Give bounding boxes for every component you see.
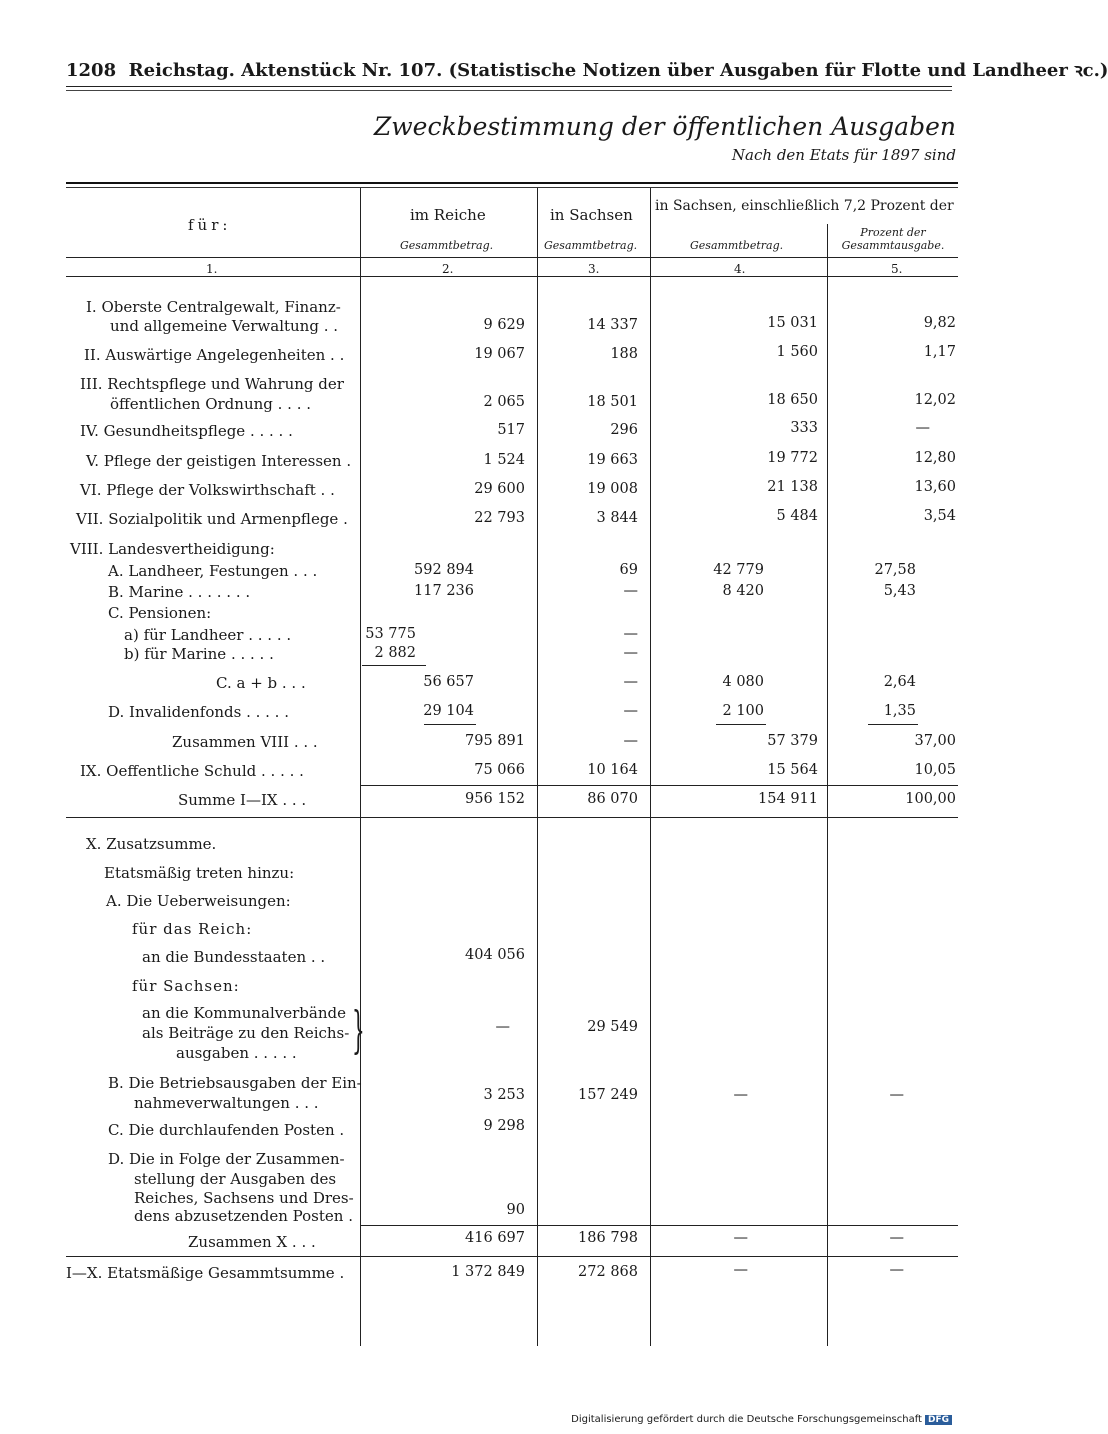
- cell-percent: 10,05: [914, 762, 956, 778]
- cell-sachsen: —: [623, 645, 638, 661]
- table-top-rule: [66, 182, 958, 184]
- row-label: D. Invalidenfonds . . . . .: [108, 703, 289, 721]
- cell-sachsen-incl: 57 379: [767, 733, 818, 749]
- col-number-2: 2.: [442, 262, 454, 276]
- row-label: stellung der Ausgaben des: [134, 1170, 337, 1188]
- cell-reich: 29 600: [474, 481, 525, 497]
- cell-sachsen-incl: 154 911: [758, 791, 818, 807]
- row-label: nahmeverwaltungen . . .: [134, 1094, 319, 1112]
- col-number-5: 5.: [891, 262, 903, 276]
- row-label: C. a + b . . .: [216, 674, 306, 692]
- cell-sachsen: —: [623, 703, 638, 719]
- col-sub-3: Gesammtbetrag.: [544, 239, 638, 252]
- cell-sachsen: 157 249: [578, 1087, 638, 1103]
- cell-reich: —: [495, 1019, 510, 1035]
- page-subtitle: Nach den Etats für 1897 sind: [731, 146, 956, 164]
- row-label: IX. Oeffentliche Schuld . . . . .: [80, 762, 304, 780]
- cell-sachsen-incl: 15 564: [767, 762, 818, 778]
- cell-reich-sub: 2 882: [374, 645, 416, 661]
- row-label: VII. Sozialpolitik und Armenpflege .: [76, 510, 348, 528]
- col-sub-5: Prozent der Gesammtausgabe.: [841, 226, 945, 252]
- dfg-logo: DFG: [925, 1415, 952, 1425]
- cell-reich: 956 152: [465, 791, 525, 807]
- col-sub-2: Gesammtbetrag.: [400, 239, 494, 252]
- row-label: VIII. Landesvertheidigung:: [70, 540, 275, 558]
- row-label: und allgemeine Verwaltung . .: [110, 317, 339, 335]
- cell-sachsen: 186 798: [578, 1230, 638, 1246]
- cell-reich: 517: [497, 422, 525, 438]
- row-label: VI. Pflege der Volkswirthschaft . .: [80, 481, 335, 499]
- page-number: 1208: [66, 60, 117, 81]
- row-label: für das Reich:: [132, 920, 253, 938]
- cell-percent: 5,43: [883, 583, 916, 599]
- cell-reich: 29 104: [423, 703, 474, 719]
- cell-reich: 56 657: [423, 674, 474, 690]
- col-number-3: 3.: [588, 262, 600, 276]
- footer-credit: [571, 1414, 952, 1425]
- row-label: I. Oberste Centralgewalt, Finanz-: [86, 298, 341, 316]
- column-divider-1: [360, 188, 361, 1346]
- cell-sachsen: 296: [610, 422, 638, 438]
- row-label: Etatsmäßig treten hinzu:: [104, 864, 295, 882]
- cell-sachsen-incl: 1 560: [776, 344, 818, 360]
- col-header-fuer: für:: [188, 216, 232, 234]
- row-label: IV. Gesundheitspflege . . . . .: [80, 422, 293, 440]
- cell-sachsen-incl: 5 484: [776, 508, 818, 524]
- cell-reich: 75 066: [474, 762, 525, 778]
- col-number-1: 1.: [206, 262, 218, 276]
- col-number-4: 4.: [734, 262, 746, 276]
- cell-reich: 592 894: [414, 562, 474, 578]
- running-header: [66, 58, 1108, 82]
- cell-sachsen-incl: 19 772: [767, 450, 818, 466]
- cell-percent: —: [889, 1230, 904, 1246]
- cell-percent: 9,82: [923, 315, 956, 331]
- column-divider-2: [537, 188, 538, 1346]
- cell-percent: 100,00: [905, 791, 956, 807]
- cell-percent: 1,17: [923, 344, 956, 360]
- table-top-rule-thin: [66, 187, 958, 188]
- row-label: II. Auswärtige Angelegenheiten . .: [84, 346, 345, 364]
- cell-percent: —: [889, 1262, 904, 1278]
- cell-sachsen: 19 008: [587, 481, 638, 497]
- row-label: als Beiträge zu den Reichs-: [142, 1024, 350, 1042]
- subtotal-underline: [868, 724, 918, 725]
- cell-reich: 2 065: [483, 394, 525, 410]
- cell-reich: 1 372 849: [451, 1264, 525, 1280]
- column-divider-3: [650, 188, 651, 1346]
- cell-sachsen: 10 164: [587, 762, 638, 778]
- row-label: Reiches, Sachsens und Dres-: [134, 1189, 354, 1207]
- cell-reich: 9 629: [483, 317, 525, 333]
- cell-sachsen: 19 663: [587, 452, 638, 468]
- row-label: an die Kommunalverbände: [142, 1004, 346, 1022]
- col-header-sachsen: in Sachsen: [550, 206, 633, 224]
- cell-percent: —: [915, 420, 930, 436]
- colnum-bottom-rule: [66, 276, 958, 277]
- sum-rule: [360, 1225, 958, 1226]
- brace: }: [352, 1001, 365, 1059]
- row-label: an die Bundesstaaten . .: [142, 948, 326, 966]
- cell-sachsen: 3 844: [596, 510, 638, 526]
- row-label: C. Pensionen:: [108, 604, 212, 622]
- cell-reich: 416 697: [465, 1230, 525, 1246]
- row-label: C. Die durchlaufenden Posten .: [108, 1121, 345, 1139]
- cell-sachsen-incl: —: [733, 1262, 748, 1278]
- row-label: für Sachsen:: [132, 977, 240, 995]
- header-text: Reichstag. Aktenstück Nr. 107. (Statistische Notizen über Ausgaben für Flotte und Landheer ꝛc.): [128, 60, 1108, 81]
- header-bottom-rule: [66, 257, 958, 258]
- cell-sachsen-incl: 18 650: [767, 392, 818, 408]
- cell-reich: 1 524: [483, 452, 525, 468]
- cell-sachsen-incl: —: [733, 1087, 748, 1103]
- cell-sachsen-incl: 15 031: [767, 315, 818, 331]
- cell-sachsen: 14 337: [587, 317, 638, 333]
- cell-reich: 9 298: [483, 1118, 525, 1134]
- row-label: V. Pflege der geistigen Interessen .: [86, 452, 352, 470]
- row-label: B. Die Betriebsausgaben der Ein-: [108, 1074, 362, 1092]
- cell-reich: 3 253: [483, 1087, 525, 1103]
- row-label: I—X. Etatsmäßige Gesammtsumme .: [66, 1264, 345, 1282]
- row-label: A. Landheer, Festungen . . .: [108, 562, 318, 580]
- subtotal-underline: [424, 724, 476, 725]
- row-label: Summe I—IX . . .: [178, 791, 307, 809]
- row-label: Zusammen VIII . . .: [172, 733, 318, 751]
- row-label: A. Die Ueberweisungen:: [106, 892, 291, 910]
- row-label: a) für Landheer . . . . .: [124, 626, 292, 644]
- cell-percent: 3,54: [923, 508, 956, 524]
- cell-reich: 404 056: [465, 947, 525, 963]
- row-label: dens abzusetzenden Posten .: [134, 1207, 353, 1225]
- cell-percent: 37,00: [914, 733, 956, 749]
- subtotal-underline: [716, 724, 766, 725]
- cell-sachsen-incl: 8 420: [722, 583, 764, 599]
- row-label: X. Zusatzsumme.: [86, 835, 217, 853]
- row-label: III. Rechtspflege und Wahrung der: [80, 375, 344, 393]
- cell-sachsen: 18 501: [587, 394, 638, 410]
- sum-rule: [360, 785, 958, 786]
- cell-sachsen: 272 868: [578, 1264, 638, 1280]
- cell-percent: 13,60: [914, 479, 956, 495]
- cell-sachsen: 29 549: [587, 1019, 638, 1035]
- row-label: B. Marine . . . . . . .: [108, 583, 251, 601]
- cell-percent: 1,35: [883, 703, 916, 719]
- cell-percent: 12,80: [914, 450, 956, 466]
- header-rule: [66, 86, 952, 87]
- footer-text: Digitalisierung gefördert durch die Deutsche Forschungsgemeinschaft: [571, 1414, 922, 1425]
- cell-sachsen-incl: 21 138: [767, 479, 818, 495]
- cell-reich: 117 236: [414, 583, 474, 599]
- cell-sachsen: 188: [610, 346, 638, 362]
- cell-sachsen-incl: 2 100: [722, 703, 764, 719]
- cell-sachsen-incl: —: [733, 1230, 748, 1246]
- row-label: ausgaben . . . . .: [176, 1044, 297, 1062]
- col-header-reich: im Reiche: [410, 206, 486, 224]
- cell-reich: 795 891: [465, 733, 525, 749]
- cell-sachsen: —: [623, 583, 638, 599]
- cell-sachsen-incl: 333: [790, 420, 818, 436]
- subtotal-underline: [362, 665, 426, 666]
- header-rule-thin: [66, 90, 952, 91]
- page-title: Zweckbestimmung der öffentlichen Ausgaben: [373, 112, 956, 141]
- cell-sachsen: 69: [619, 562, 638, 578]
- row-label: D. Die in Folge der Zusammen-: [108, 1150, 345, 1168]
- cell-percent: —: [889, 1087, 904, 1103]
- col-header-sachsen-incl: in Sachsen, einschließlich 7,2 Prozent der: [655, 198, 954, 214]
- total-rule: [66, 1256, 958, 1257]
- cell-reich: 90: [506, 1202, 525, 1218]
- cell-sachsen: —: [623, 733, 638, 749]
- cell-sachsen: 86 070: [587, 791, 638, 807]
- cell-sachsen: —: [623, 626, 638, 642]
- section-rule: [66, 817, 958, 818]
- col-sub-4: Gesammtbetrag.: [690, 239, 784, 252]
- row-label: b) für Marine . . . . .: [124, 645, 274, 663]
- cell-percent: 2,64: [883, 674, 916, 690]
- cell-reich: 22 793: [474, 510, 525, 526]
- cell-reich: 19 067: [474, 346, 525, 362]
- cell-percent: 12,02: [914, 392, 956, 408]
- cell-sachsen: —: [623, 674, 638, 690]
- cell-reich-sub: 53 775: [365, 626, 416, 642]
- cell-sachsen-incl: 42 779: [713, 562, 764, 578]
- cell-sachsen-incl: 4 080: [722, 674, 764, 690]
- cell-percent: 27,58: [874, 562, 916, 578]
- row-label: öffentlichen Ordnung . . . .: [110, 395, 312, 413]
- row-label: Zusammen X . . .: [188, 1233, 316, 1251]
